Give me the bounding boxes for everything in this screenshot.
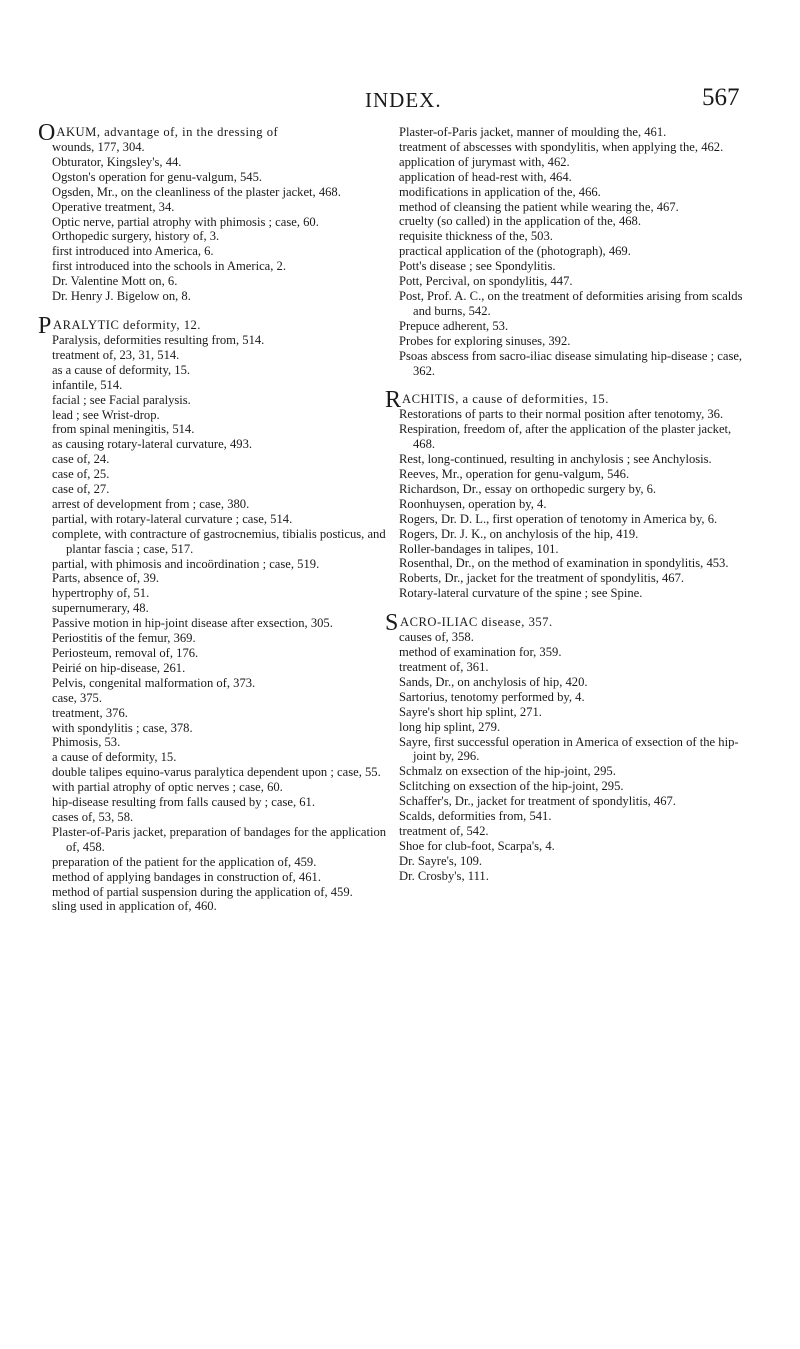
index-entry: Orthopedic surgery, history of, 3. — [52, 229, 220, 244]
index-section — [38, 312, 397, 914]
index-entry: partial, with rotary-lateral curvature ; case, 514. — [52, 511, 293, 526]
section-heading-text: ACRO-ILIAC disease, 357. — [400, 615, 553, 630]
index-entry: Plaster-of-Paris jacket, manner of moulding the, 461. — [399, 125, 667, 139]
index-entry: long hip splint, 279. — [399, 719, 501, 734]
index-entry: case of, 27. — [52, 482, 110, 497]
drop-capital: R — [385, 387, 402, 414]
index-entry: method of partial suspension during the application of, 459. — [52, 884, 353, 899]
index-entry: Sands, Dr., on anchylosis of hip, 420. — [399, 674, 588, 689]
index-entry: Scalds, deformities from, 541. — [399, 809, 552, 824]
index-entry: with spondylitis ; case, 378. — [52, 720, 193, 735]
section-heading-text: ARALYTIC deformity, 12. — [53, 317, 201, 332]
running-title: INDEX. — [365, 88, 442, 112]
index-entry: Respiration, freedom of, after the application of the plaster jacket, 468. — [399, 422, 732, 452]
index-entry: Dr. Sayre's, 109. — [399, 853, 483, 868]
index-entry: method of examination for, 359. — [399, 645, 562, 660]
index-entry: application of jurymast with, 462. — [399, 154, 570, 169]
index-entry: Rogers, Dr. D. L., first operation of tenotomy in America by, 6. — [399, 511, 718, 526]
index-entry: treatment, 376. — [52, 705, 128, 720]
index-entry: as a cause of deformity, 15. — [52, 362, 191, 377]
index-entry: Rest, long-continued, resulting in anchylosis ; see Anchylosis. — [399, 452, 712, 467]
index-entry: Prepuce adherent, 53. — [399, 318, 509, 333]
index-entry: wounds, 177, 304. — [52, 140, 145, 154]
index-entry: Pott's disease ; see Spondylitis. — [399, 259, 556, 274]
index-entry: Post, Prof. A. C., on the treatment of deformities arising from scalds and burns, 542. — [399, 288, 743, 318]
index-entry: treatment of, 361. — [399, 660, 489, 674]
index-entry: sling used in application of, 460. — [52, 899, 217, 914]
section-heading-text: ACHITIS, a cause of deformities, 15. — [402, 392, 609, 407]
index-entry: Richardson, Dr., essay on orthopedic surgery by, 6. — [399, 481, 657, 496]
index-entry: Ogsden, Mr., on the cleanliness of the plaster jacket, 468. — [52, 184, 341, 199]
index-entry: Sartorius, tenotomy performed by, 4. — [399, 689, 585, 704]
index-entry: Shoe for club-foot, Scarpa's, 4. — [399, 838, 555, 853]
index-entry: lead ; see Wrist-drop. — [52, 407, 160, 422]
index-section — [38, 120, 397, 304]
section-lead-entry: PARALYTIC deformity, 12. — [38, 312, 201, 339]
index-entry: Ogston's operation for genu-valgum, 545. — [52, 169, 263, 184]
index-entry: Periostitis of the femur, 369. — [52, 631, 196, 646]
index-section — [399, 125, 747, 378]
index-entry: preparation of the patient for the application of, 459. — [52, 854, 317, 869]
index-entry: Probes for exploring sinuses, 392. — [399, 333, 571, 348]
index-entry: treatment of abscesses with spondylitis, when applying the, 462. — [399, 139, 724, 154]
index-entry: complete, with contracture of gastrocnemius, tibialis posticus, and plantar fascia ; case, 517. — [52, 526, 386, 556]
index-entry: practical application of the (photograph), 469. — [399, 244, 631, 259]
index-entry: facial ; see Facial paralysis. — [52, 392, 191, 407]
index-entry: Phimosis, 53. — [52, 735, 121, 750]
index-entry: Roonhuysen, operation by, 4. — [399, 496, 547, 511]
index-entry: Rosenthal, Dr., on the method of examination in spondylitis, 453. — [399, 556, 729, 571]
index-entry: Rogers, Dr. J. K., on anchylosis of the hip, 419. — [399, 526, 639, 541]
index-entry: Roberts, Dr., jacket for the treatment of spondylitis, 467. — [399, 571, 685, 586]
index-entry: Rotary-lateral curvature of the spine ; see Spine. — [399, 586, 643, 601]
index-entry: Schaffer's, Dr., jacket for treatment of spondylitis, 467. — [399, 794, 676, 809]
index-entry: causes of, 358. — [399, 630, 474, 645]
index-entry: Sayre, first successful operation in America of exsection of the hip-joint by, 296. — [399, 734, 739, 764]
page-header — [0, 84, 800, 118]
index-section — [385, 387, 747, 601]
index-entry: cruelty (so called) in the application of the, 468. — [399, 214, 641, 229]
index-entry: Sclitching on exsection of the hip-joint, 295. — [399, 779, 624, 794]
index-entry: supernumerary, 48. — [52, 601, 149, 616]
index-entry: a cause of deformity, 15. — [52, 750, 177, 765]
index-entry: Roller-bandages in talipes, 101. — [399, 541, 559, 556]
index-entry: method of cleansing the patient while wearing the, 467. — [399, 199, 679, 214]
index-entry: hip-disease resulting from falls caused by ; case, 61. — [52, 795, 315, 810]
index-entry: Pelvis, congenital malformation of, 373. — [52, 675, 256, 690]
index-entry: Passive motion in hip-joint disease after exsection, 305. — [52, 616, 333, 631]
index-entry: case, 375. — [52, 690, 103, 705]
index-entry: Schmalz on exsection of the hip-joint, 295. — [399, 764, 616, 779]
index-entry: Plaster-of-Paris jacket, preparation of bandages for the application of, 458. — [52, 824, 387, 854]
index-entry: Restorations of parts to their normal position after tenotomy, 36. — [399, 407, 724, 422]
section-lead-entry: SACRO-ILIAC disease, 357. — [385, 610, 553, 637]
index-entry: treatment of, 23, 31, 514. — [52, 347, 180, 362]
index-entry: Sayre's short hip splint, 271. — [399, 704, 542, 719]
page-number: 567 — [702, 84, 740, 111]
index-entry: cases of, 53, 58. — [52, 809, 134, 824]
index-entry: from spinal meningitis, 514. — [52, 422, 195, 437]
index-entry: Obturator, Kingsley's, 44. — [52, 154, 182, 169]
index-entry: arrest of development from ; case, 380. — [52, 496, 250, 511]
index-entry: partial, with phimosis and incoördination ; case, 519. — [52, 556, 320, 571]
drop-capital: O — [38, 120, 56, 146]
index-entry: requisite thickness of the, 503. — [399, 229, 553, 244]
index-entry: Paralysis, deformities resulting from, 514. — [52, 332, 265, 347]
index-entry: first introduced into the schools in America, 2. — [52, 259, 286, 274]
index-entry: Pott, Percival, on spondylitis, 447. — [399, 274, 573, 289]
index-entry: method of applying bandages in construction of, 461. — [52, 869, 321, 884]
index-entry: Dr. Valentine Mott on, 6. — [52, 274, 178, 289]
left-column — [38, 120, 397, 914]
index-entry: Peirié on hip-disease, 261. — [52, 660, 186, 675]
index-entry: Optic nerve, partial atrophy with phimosis ; case, 60. — [52, 214, 319, 229]
index-entry: case of, 24. — [52, 452, 110, 467]
index-entry: Periosteum, removal of, 176. — [52, 646, 199, 660]
index-entry: first introduced into America, 6. — [52, 244, 214, 259]
index-entry: modifications in application of the, 466. — [399, 184, 601, 199]
index-entry: Parts, absence of, 39. — [52, 571, 160, 586]
index-entry: hypertrophy of, 51. — [52, 586, 150, 601]
index-entry: double talipes equino-varus paralytica dependent upon ; case, 55. — [52, 765, 381, 780]
index-entry: application of head-rest with, 464. — [399, 169, 572, 184]
section-lead-entry — [38, 120, 397, 146]
index-entry: case of, 25. — [52, 467, 110, 482]
index-entry: Dr. Crosby's, 111. — [399, 868, 489, 883]
index-entry: infantile, 514. — [52, 377, 123, 392]
index-entry: Operative treatment, 34. — [52, 199, 175, 214]
section-heading-text: AKUM, advantage of, in the dressing of — [56, 125, 279, 139]
section-lead-entry — [385, 387, 747, 414]
index-entry: as causing rotary-lateral curvature, 493. — [52, 437, 253, 452]
index-entry: Reeves, Mr., operation for genu-valgum, 546. — [399, 467, 630, 482]
index-entry: Psoas abscess from sacro-iliac disease simulating hip-disease ; case, 362. — [399, 348, 743, 378]
index-entry: with partial atrophy of optic nerves ; case, 60. — [52, 780, 283, 795]
index-section — [385, 610, 747, 883]
index-entry: treatment of, 542. — [399, 823, 489, 838]
index-entry: Dr. Henry J. Bigelow on, 8. — [52, 289, 191, 304]
right-column — [385, 125, 747, 884]
